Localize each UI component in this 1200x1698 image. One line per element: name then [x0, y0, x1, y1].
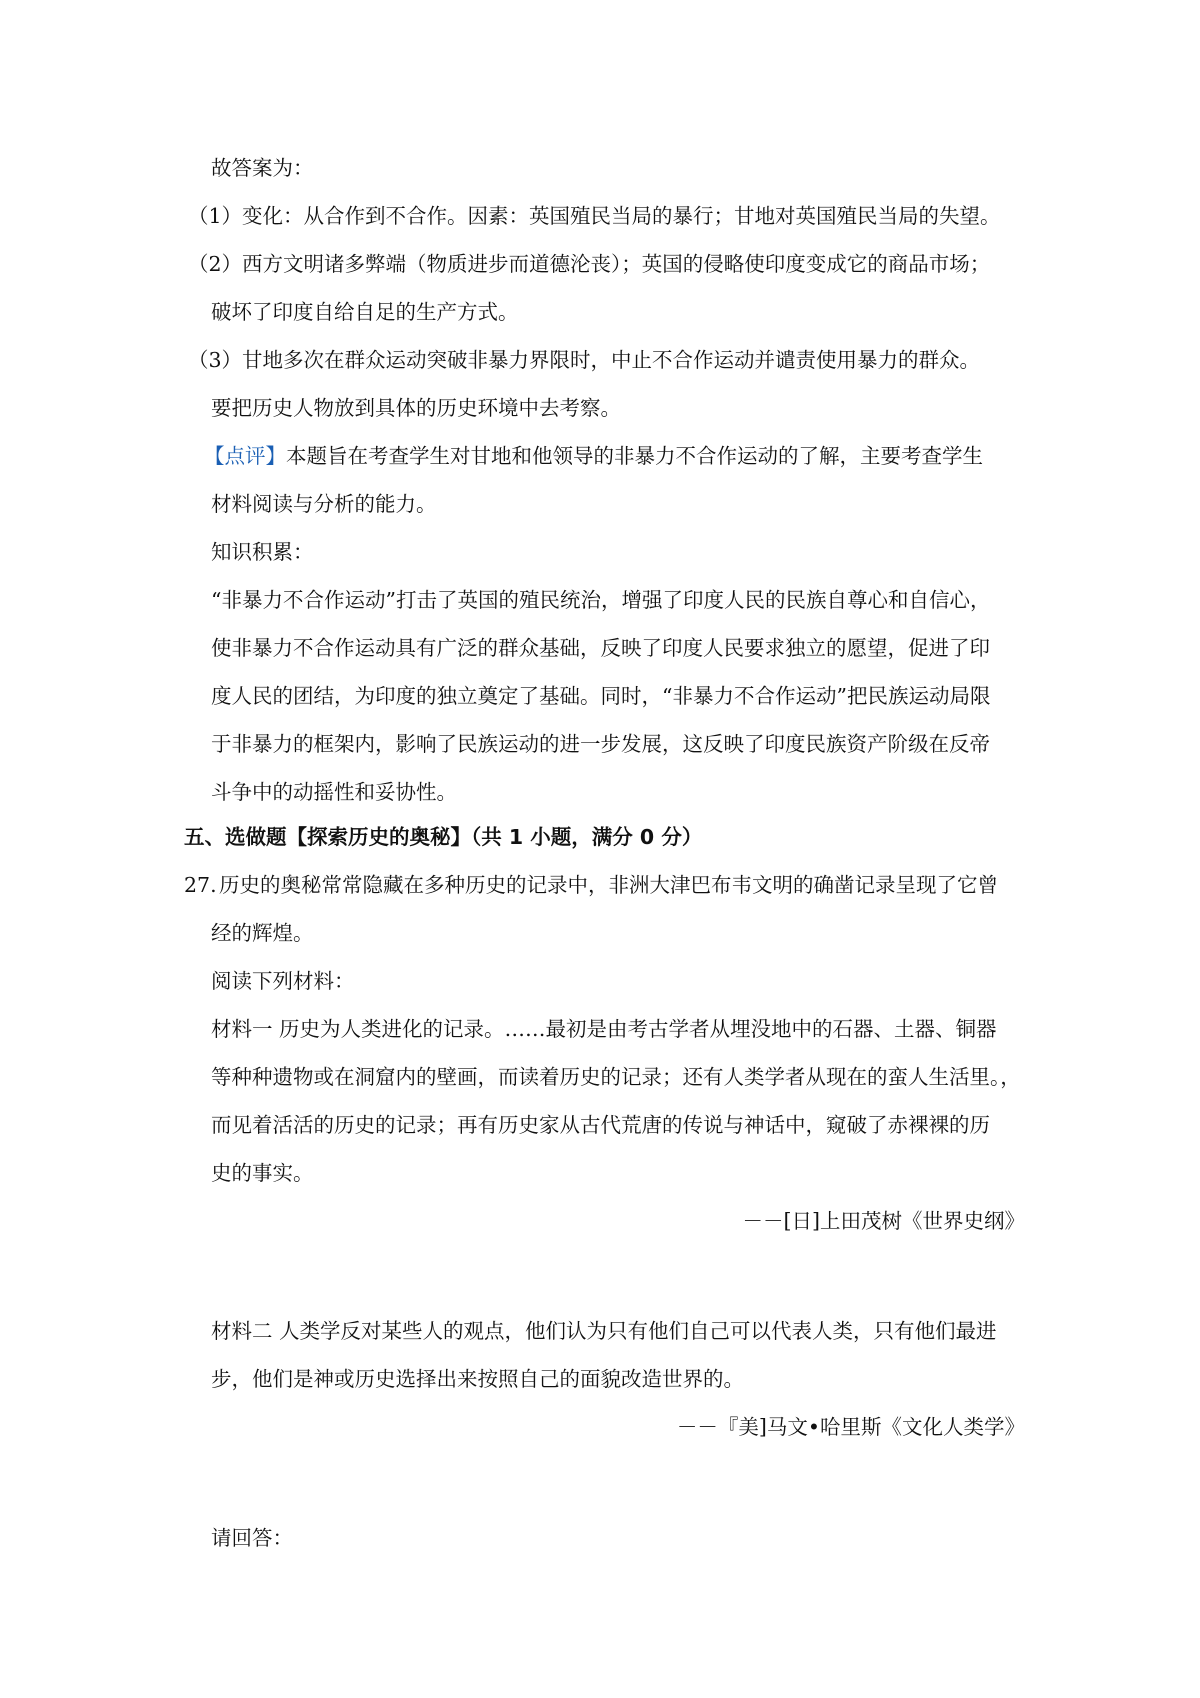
material-1-line-1: 材料一 历史为人类进化的记录。……最初是由考古学者从埋没地中的石器、土器、铜器 [211, 1017, 997, 1041]
knowledge-line-4: 于非暴力的框架内，影响了民族运动的进一步发展，这反映了印度民族资产阶级在反帝 [211, 732, 990, 756]
material-2-line-2: 步，他们是神或历史选择出来按照自己的面貌改造世界的。 [211, 1367, 744, 1391]
material-1-line-3: 而见着活活的历史的记录；再有历史家从古代荒唐的传说与神话中，窥破了赤裸裸的历 [211, 1113, 990, 1137]
comment-text: 本题旨在考查学生对甘地和他领导的非暴力不合作运动的了解，主要考查学生 [286, 444, 983, 468]
comment-line-2: 材料阅读与分析的能力。 [211, 492, 437, 516]
answer-part-1: （1）变化：从合作到不合作。因素：英国殖民当局的暴行；甘地对英国殖民当局的失望。 [188, 204, 1001, 228]
material-1-line-2: 等种种遗物或在洞窟内的壁画，而读着历史的记录；还有人类学者从现在的蛮人生活里。， [211, 1065, 1021, 1089]
comment-line-1 [204, 441, 983, 471]
knowledge-line-3: 度人民的团结，为印度的独立奠定了基础。同时，“非暴力不合作运动”把民族运动局限 [211, 684, 991, 708]
comment-tag: 【点评】 [204, 444, 286, 468]
section-5-heading: 五、选做题【探索历史的奥秘】（共 1 小题，满分 0 分） [184, 825, 703, 849]
material-1-source: －－[日]上田茂树《世界史纲》 [742, 1209, 1025, 1233]
answer-prompt: 请回答： [211, 1526, 293, 1550]
material-1-line-4: 史的事实。 [211, 1161, 314, 1185]
material-2-source: －－『美]马文•哈里斯《文化人类学》 [676, 1415, 1025, 1439]
knowledge-label: 知识积累： [211, 540, 314, 564]
question-27-number: 27. [184, 873, 217, 897]
answer-intro: 故答案为： [211, 156, 314, 180]
answer-part-2-line-1: （2）西方文明诸多弊端（物质进步而道德沦丧）；英国的侵略使印度变成它的商品市场； [188, 252, 991, 276]
question-27-line-1: 历史的奥秘常常隐藏在多种历史的记录中，非洲大津巴布韦文明的确凿记录呈现了它曾 [219, 873, 998, 897]
answer-part-3-line-1: （3）甘地多次在群众运动突破非暴力界限时，中止不合作运动并谴责使用暴力的群众。 [188, 348, 981, 372]
knowledge-line-1: “非暴力不合作运动”打击了英国的殖民统治，增强了印度人民的民族自尊心和自信心， [211, 588, 991, 612]
knowledge-line-5: 斗争中的动摇性和妥协性。 [211, 780, 457, 804]
answer-part-3-line-2: 要把历史人物放到具体的历史环境中去考察。 [211, 396, 621, 420]
knowledge-line-2: 使非暴力不合作运动具有广泛的群众基础，反映了印度人民要求独立的愿望，促进了印 [211, 636, 990, 660]
read-instruction: 阅读下列材料： [211, 969, 355, 993]
material-2-line-1: 材料二 人类学反对某些人的观点，他们认为只有他们自己可以代表人类，只有他们最进 [211, 1319, 997, 1343]
question-27-line-2: 经的辉煌。 [211, 921, 314, 945]
answer-part-2-line-2: 破坏了印度自给自足的生产方式。 [211, 300, 519, 324]
